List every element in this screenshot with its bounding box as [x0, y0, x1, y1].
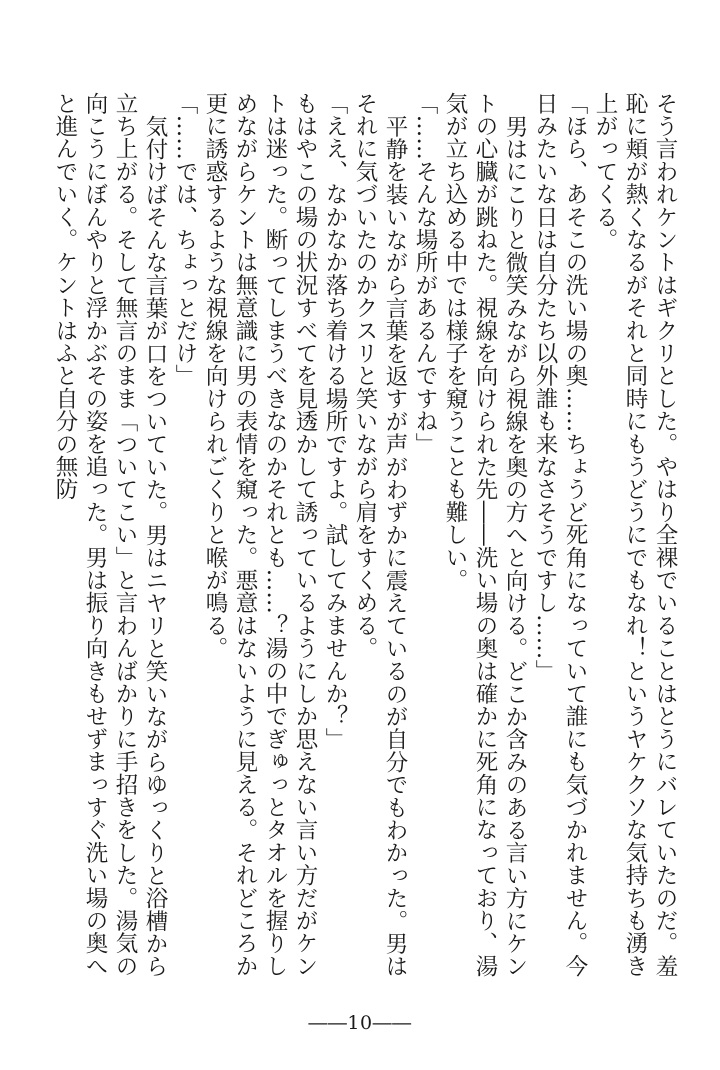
paragraph-5: 平静を装いながら言葉を返すが声がわずかに震えているのが自分でもわかった。男はそれに気づいたのかクスリと笑いながら肩をすくめる。: [352, 92, 408, 978]
paragraph-2: 「ほら、あそこの洗い場の奥……ちょうど死角になっていて誰にも気づかれません。今日みたいな日は自分たち以外誰も来なさそうですし……」: [532, 92, 588, 978]
paragraph-8: 「……では、ちょっとだけ」: [172, 92, 198, 388]
paragraph-6: 「ええ、なかなか落ち着ける場所ですよ。試してみませんか？」: [322, 92, 348, 751]
paragraph-4: 「……そんな場所があるんですね」: [412, 92, 438, 456]
paragraph-1: そう言われケントはギクリとした。やはり全裸でいることはとうにバレていたのだ。羞恥に頬が熱くなるがそれと同時にもうどうにでもなれ！というヤケクソな気持ちも湧き上がってくる。: [592, 92, 678, 978]
body-text: [50, 92, 680, 992]
paragraph-3: 男はにこりと微笑みながら視線を奥の方へと向ける。どこか含みのある言い方にケントの心臓が跳ねた。視線を向けられた先――洗い場の奥は確かに死角になっており、湯気が立ち込める中では様子を窺うことも難しい。: [442, 92, 528, 978]
paragraph-7: もはやこの場の状況すべてを見透かして誘っているようにしか思えない言い方だがケントは迷った。断ってしまうべきなのかそれとも……？湯の中でぎゅっとタオルを握りしめながらケントは無意識に男の表情を窺った。悪意はないように見える。それどころか更に誘惑するような視線を向けられごくりと喉が鳴る。: [202, 92, 318, 978]
page-number: ――10――: [308, 1012, 412, 1034]
paragraph-9: 気付けばそんな言葉が口をついていた。男はニヤリと笑いながらゆっくりと浴槽から立ち上がる。そして無言のまま「ついてこい」と言わんばかりに手招きをした。湯気の向こうにぼんやりと浮かぶその姿を追った。男は振り向きもせずまっすぐ洗い場の奥へと進んでいく。ケントはふと自分の無防: [52, 92, 168, 978]
